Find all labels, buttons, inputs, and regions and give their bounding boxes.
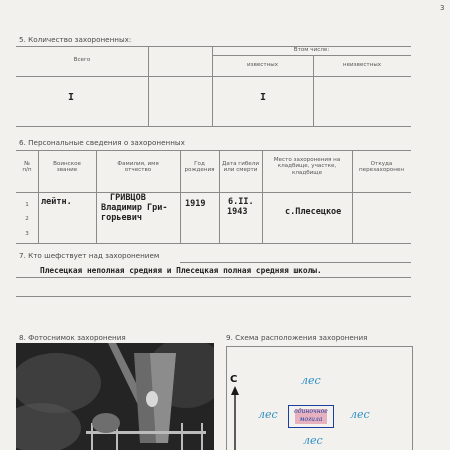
hdr-place: Место захоронения на кладбище, участке, кладбище (273, 157, 341, 176)
row-num-1: 1 (25, 202, 29, 208)
hdr-num: № п/п (22, 161, 32, 174)
forest-top-label: лес (301, 374, 321, 387)
row-num-2: 2 (25, 216, 29, 222)
value-known: I (260, 92, 267, 103)
section-8-title: 8. Фотоснимок захоронения (19, 333, 126, 342)
hdr-birth: Год рождения (184, 161, 215, 174)
death-day-value: 6.II. (228, 197, 254, 207)
section-6-title: 6. Персональные сведения о захороненных (19, 138, 185, 147)
section-7-title: 7. Кто шефствует над захоронением (19, 251, 160, 260)
hdr-from: Откуда перезахоронен (359, 161, 404, 174)
col-of-them-header: Втом числе: (293, 47, 330, 53)
section-5-title: 5. Количество захороненных: (19, 35, 132, 44)
north-arrow-icon (228, 386, 242, 450)
hdr-name: Фамилия, имя отчество (117, 161, 159, 174)
hdr-rank: Воинское звание (53, 161, 81, 174)
location-scheme (226, 346, 412, 450)
grave-label-line-2: могила (299, 416, 323, 423)
death-year-value: 1943 (227, 207, 248, 217)
section-9-title: 9. Схема расположения захоронения (226, 333, 368, 342)
col-unknown-header: неизвестных (342, 62, 382, 68)
value-total: I (68, 92, 75, 103)
col-total-header: Всего (73, 57, 91, 63)
forest-right-label: лес (350, 408, 370, 421)
grave-photo (16, 343, 214, 450)
col-known-header: известных (246, 62, 279, 68)
surname-value: ГРИВЦОВ (110, 193, 146, 203)
grave-marker-box (288, 405, 334, 428)
birth-year-value: 1919 (185, 199, 206, 209)
forest-bottom-label: лес (303, 434, 323, 447)
grave-label-line-1: одиночное (294, 408, 328, 415)
forest-left-label: лес (258, 408, 278, 421)
patronymic-value: горьевич (101, 213, 142, 223)
row-num-3: 3 (25, 231, 29, 237)
hdr-death: Дата гибели или смерти (222, 161, 259, 174)
page-marker: 3 (440, 4, 445, 12)
rank-value: лейтн. (41, 197, 72, 207)
patron-value: Плесецкая неполная средняя и Плесецкая полная средняя школы. (40, 266, 322, 275)
north-label: С (230, 374, 238, 385)
burial-place-value: с.Плесецкое (285, 207, 342, 217)
given-name-value: Владимир Гри- (101, 203, 168, 213)
